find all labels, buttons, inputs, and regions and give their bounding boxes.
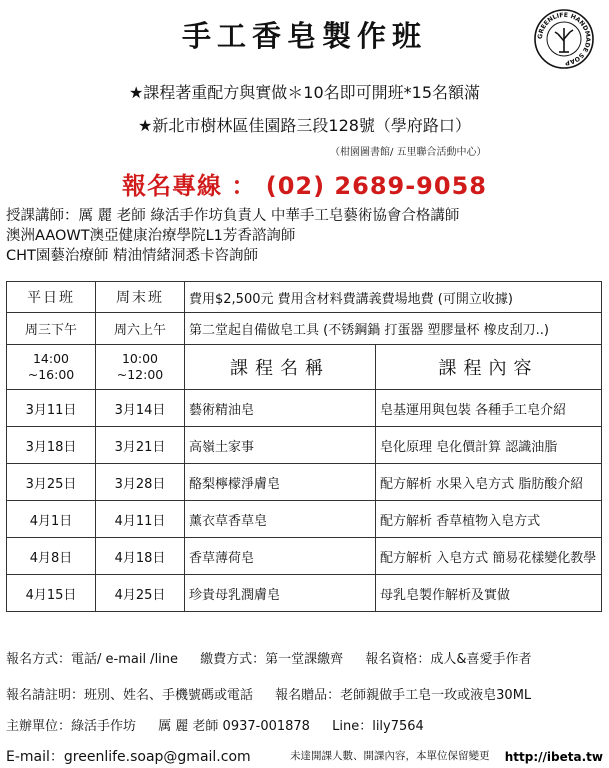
table-row [7, 345, 602, 390]
signup-method: 報名方式：電話/ e-mail /line [6, 652, 179, 667]
weekend-date: 3月21日 [96, 427, 185, 464]
tree-icon [555, 28, 573, 52]
course-name: 珍貴母乳潤膚皂 [185, 575, 376, 612]
weekend-date: 4月18日 [96, 538, 185, 575]
weekend-time: 10:00 ~12:00 [96, 345, 185, 390]
footer-line-signup [6, 648, 531, 667]
course-info-line: ★課程著重配方與實做＊10名即可開班*15名額滿 [128, 83, 481, 102]
contact-email[interactable]: E-mail：greenlife.soap@gmail.com [6, 749, 251, 765]
course-content: 配方解析 水果入皂方式 脂肪酸介紹 [376, 464, 602, 501]
weekday-date: 3月18日 [7, 427, 96, 464]
table-row [7, 575, 602, 612]
course-content: 皂基運用與包裝 各種手工皂介紹 [376, 390, 602, 427]
instructor-line: CHT園藝治療師 精油情緒洞悉卡咨詢師 [6, 248, 258, 264]
payment-method: 繳費方式：第一堂課繳齊 [200, 652, 344, 667]
weekday-class-label: 平日班 [7, 282, 96, 313]
table-row [7, 282, 602, 313]
address-line: ★新北市樹林區佳園路三段128號（學府路口） [138, 116, 471, 135]
course-content-header: 課程內容 [376, 345, 602, 390]
table-row [7, 313, 602, 345]
instructor-info [6, 206, 459, 266]
signup-gift: 報名贈品：老師親做手工皂一玫或液皂30ML [275, 688, 532, 703]
organizer: 主辦單位：綠活手作坊 [6, 719, 137, 734]
table-row [7, 464, 602, 501]
course-content: 配方解析 香草植物入皂方式 [376, 501, 602, 538]
weekend-day: 周六上午 [96, 313, 185, 345]
course-name: 薰衣草香草皂 [185, 501, 376, 538]
logo-ring-text: GREENLIFE HANDMADE SOAP [536, 11, 592, 67]
weekday-date: 4月15日 [7, 575, 96, 612]
course-name: 酪梨檸檬淨膚皂 [185, 464, 376, 501]
signup-note: 報名請註明：班別、姓名、手機號碼或電話 [6, 688, 254, 703]
course-name: 高嶺土家事 [185, 427, 376, 464]
table-row [7, 501, 602, 538]
weekday-date: 4月8日 [7, 538, 96, 575]
watermark: http://ibeta.tw [504, 750, 603, 764]
weekday-time: 14:00 ~16:00 [7, 345, 96, 390]
teacher-phone: 厲 麗 老師 0937-001878 [158, 719, 310, 734]
qualification: 報名資格：成人&喜愛手作者 [365, 652, 532, 667]
instructor-line: 澳洲AAOWT澳亞健康治療學院L1芳香諮詢師 [6, 228, 296, 244]
weekday-date: 3月25日 [7, 464, 96, 501]
signup-hotline: 報名專線 ： (02) 2689-9058 [122, 172, 487, 200]
course-name: 藝術精油皂 [185, 390, 376, 427]
location-note: （柑園圖書館/ 五里聯合活動中心） [330, 147, 487, 158]
fee-text: 費用$2,500元 費用含材料費講義費場地費 (可開立收據) [185, 282, 602, 313]
page-title: 手工香皂製作班 [181, 19, 427, 53]
table-row [7, 427, 602, 464]
weekend-date: 4月25日 [96, 575, 185, 612]
greenlife-logo [533, 8, 595, 70]
course-content: 皂化原理 皂化價計算 認識油脂 [376, 427, 602, 464]
table-row [7, 390, 602, 427]
footer-line-notes [6, 684, 531, 703]
weekend-date: 3月14日 [96, 390, 185, 427]
disclaimer-note: 未達開課人數、開課內容，本單位保留變更 [290, 750, 490, 762]
line-id: Line：lily7564 [332, 719, 424, 734]
schedule-table [6, 281, 602, 612]
weekend-date: 4月11日 [96, 501, 185, 538]
course-content: 配方解析 入皂方式 簡易花樣變化教學 [376, 538, 602, 575]
footer-line-organizer [6, 715, 424, 734]
footer-line-contact [6, 746, 490, 766]
weekend-class-label: 周末班 [96, 282, 185, 313]
weekday-date: 3月11日 [7, 390, 96, 427]
table-row [7, 538, 602, 575]
course-name: 香草薄荷皂 [185, 538, 376, 575]
course-content: 母乳皂製作解析及實做 [376, 575, 602, 612]
instructor-line: 授課講師：厲 麗 老師 綠活手作坊負責人 中華手工皂藝術協會合格講師 [6, 208, 460, 224]
course-name-header: 課程名稱 [185, 345, 376, 390]
weekend-date: 3月28日 [96, 464, 185, 501]
weekday-day: 周三下午 [7, 313, 96, 345]
weekday-date: 4月1日 [7, 501, 96, 538]
tools-text: 第二堂起自備做皂工具 (不锈鋼鍋 打蛋器 塑膠量杯 橡皮刮刀..) [185, 313, 602, 345]
